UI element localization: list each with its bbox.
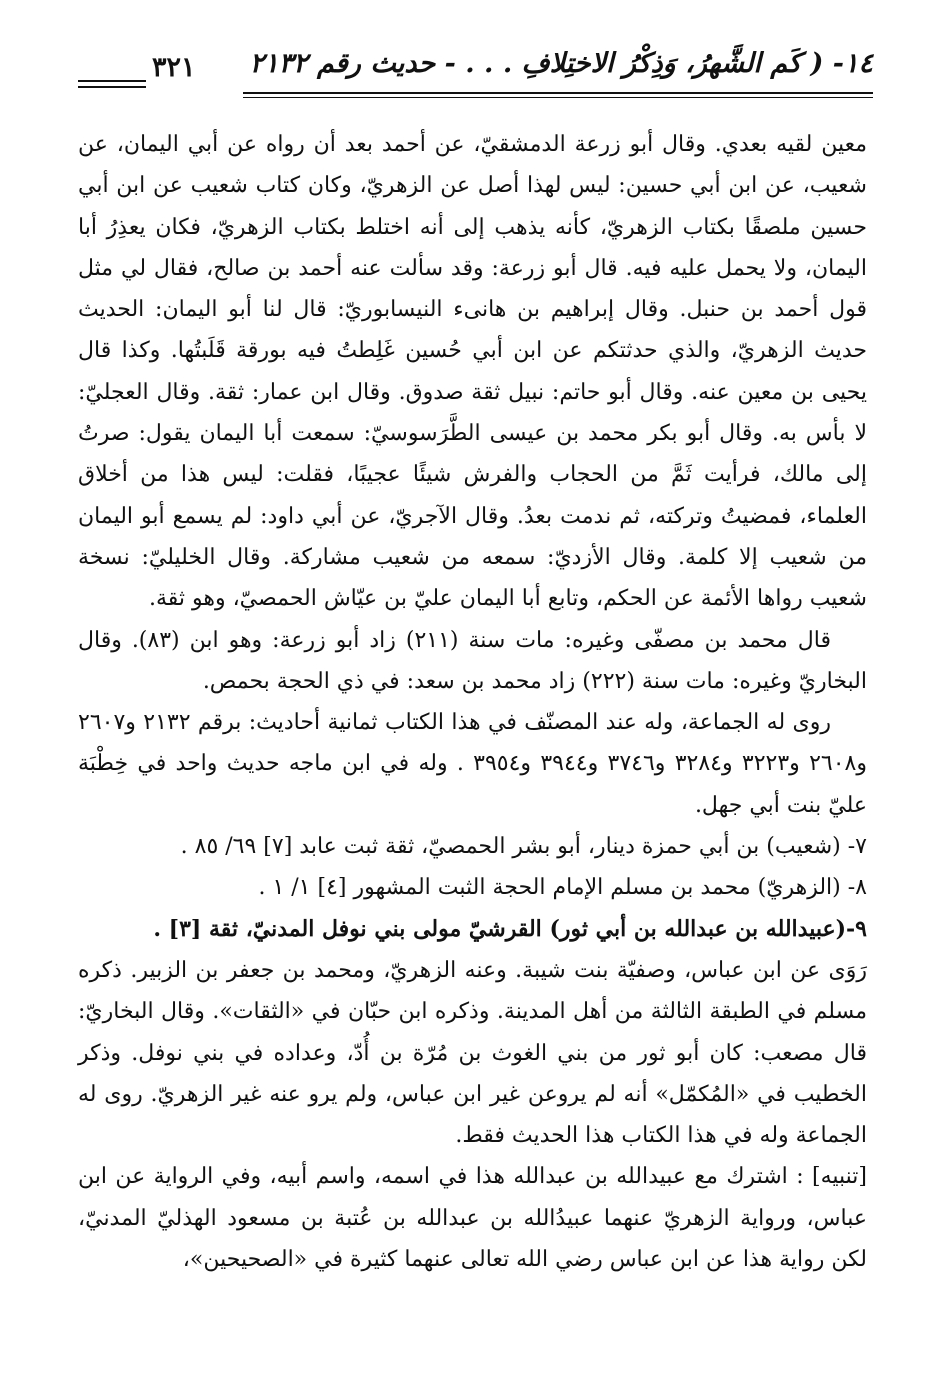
narrator-entry: ٧- (شعيب) بن أبي حمزة دينار، أبو بشر الحمصيّ، ثقة ثبت عابد [٧] ٦٩/ ٨٥ .	[180, 834, 867, 860]
paragraph: رَوَى عن ابن عباس، وصفيّة بنت شيبة. وعنه الزهريّ، ومحمد بن جعفر بن الزبير. ذكره مسلم في الطبقة الثالثة من أهل المدينة. وذكره ابن حبّان في «الثقات». وقال البخاريّ: قال مصعب: كان أبو ثور من بني الغوث بن مُرّة بن أُدّ، وعداده في بني نوفل. وذكر الخطيب في «المُكمّل» أنه لم يروعن غير ابن عباس، ولم يرو عنه غير الزهريّ. روى له الجماعة وله في هذا الكتاب هذا الحديث فقط.	[78, 957, 867, 1149]
running-header	[78, 44, 873, 104]
note-paragraph: [تنبيه] : اشترك مع عبيدالله بن عبدالله هذا في اسمه، واسم أبيه، وفي الرواية عن ابن عباس، ورواية الزهريّ عنهما عبيدُالله بن عبدالله بن عُتبة بن مسعود الهذليّ المدنيّ، لكن رواية هذا عن ابن عباس رضي الله تعالى عنهما كثيرة في «الصحيحين»،	[78, 1164, 867, 1273]
header-rule-thin	[243, 97, 873, 98]
page-number-rule	[78, 80, 146, 82]
header-title: ١٤- ( كَم الشَّهرُ، وَذِكْرُ الاختِلافِ . . . - حديث رقم ٢١٣٢	[249, 48, 873, 79]
page-number-rule-second	[78, 86, 146, 88]
header-rule	[243, 92, 873, 94]
page-number: ٣٢١	[152, 52, 196, 83]
narrator-entry: ٨- (الزهريّ) محمد بن مسلم الإمام الحجة الثبت المشهور [٤] ١/ ١ .	[258, 875, 867, 901]
paragraph: روى له الجماعة، وله عند المصنّف في هذا الكتاب ثمانية أحاديث: برقم ٢١٣٢ و٢٦٠٧ و٢٦٠٨ و٣٢٢٣ و٣٢٨٤ و٣٧٤٦ و٣٩٤٤ و٣٩٥٤ . وله في ابن ماجه حديث واحد في خِطْبَة عليّ بنت أبي جهل.	[78, 710, 867, 818]
paragraph: قال محمد بن مصفّى وغيره: مات سنة (٢١١) زاد أبو زرعة: وهو ابن (٨٣). وقال البخاريّ وغيره: مات سنة (٢٢٢) زاد محمد بن سعد: في ذي الحجة بحمص.	[78, 627, 867, 694]
body-text	[78, 124, 867, 1280]
narrator-entry: ٩-(عبيدالله بن عبدالله بن أبي ثور) القرشيّ مولى بني نوفل المدنيّ، ثقة [٣] .	[153, 915, 867, 942]
paragraph: معين لقيه بعدي. وقال أبو زرعة الدمشقيّ، عن أحمد بعد أن رواه عن أبي اليمان، عن شعيب، عن ابن أبي حسين: ليس لهذا أصل عن الزهريّ، وكان كتاب شعيب عن ابن أبي حسين ملصقًا بكتاب الزهريّ، كأنه يذهب إلى أنه اختلط بكتاب الزهريّ، فكان يعذِرُ أبا اليمان، ولا يحمل عليه فيه. قال أبو زرعة: وقد سألت عنه أحمد بن صالح، فقال لي مثل قول أحمد بن حنبل. وقال إبراهيم بن هانىء النيسابوريّ: قال لنا أبو اليمان: الحديث حديث الزهريّ، والذي حدثتكم عن ابن أبي حُسين غَلِطتُ فيه بورقة قَلَبتُها. وكذا قال يحيى بن معين عنه. وقال أبو حاتم: نبيل ثقة صدوق. وقال ابن عمار: ثقة. وقال العجليّ: لا بأس به. وقال أبو بكر محمد بن عيسى الطَّرَسوسيّ: سمعت أبا اليمان يقول: صرتُ إلى مالك، فرأيت ثَمَّ من الحجاب والفرش شيئًا عجيبًا، فقلت: ليس هذا من أخلاق العلماء، فمضيتُ وتركته، ثم ندمت بعدُ. وقال الآجريّ، عن أبي داود: لم يسمع أبو اليمان من شعيب إلا كلمة. وقال الأزديّ: سمعه من شعيب مشاركة. وقال الخليليّ: نسخة شعيب رواها الأئمة عن الحكم، وتابع أبا اليمان عليّ بن عيّاش الحمصيّ، وهو ثقة.	[78, 132, 867, 612]
